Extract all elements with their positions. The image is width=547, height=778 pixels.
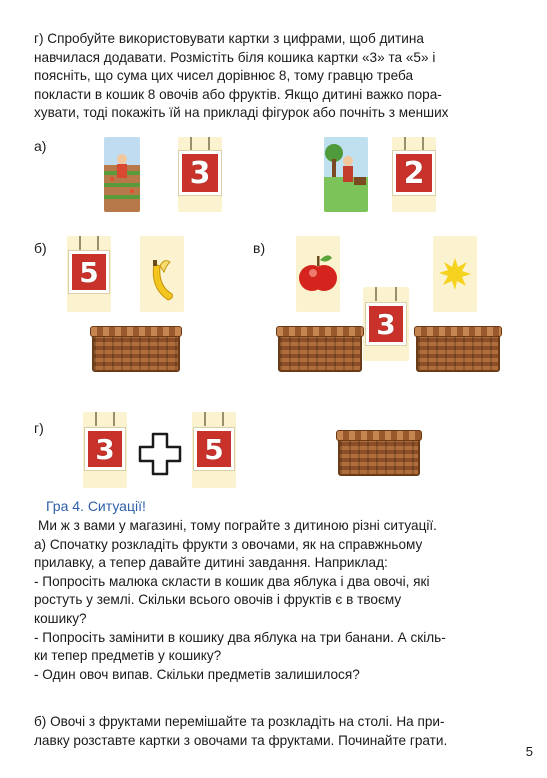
basket-b (92, 332, 180, 372)
intro-paragraph (34, 30, 518, 123)
apple-picture-card (296, 236, 340, 312)
number-tag: 3 (366, 303, 406, 345)
game-line: Ми ж з вами у магазині, тому пограйте з дитиною різні ситуації. (38, 518, 437, 533)
banana-icon (140, 236, 184, 312)
gardener-illustration (324, 137, 368, 212)
game-line: а) Спочатку розкладіть фрукти з овочами, як на справжньому (34, 536, 423, 552)
number-card-3 (178, 137, 222, 212)
number-tag: 3 (179, 151, 221, 195)
number-tag: 5 (194, 428, 234, 470)
intro-line: г) Спробуйте використовувати картки з цифрами, щоб дитина (34, 31, 424, 46)
number-tag: 5 (69, 251, 109, 293)
banana-picture-card (140, 236, 184, 312)
final-line: б) Овочі з фруктами перемішайте та розкладіть на столі. На при- (34, 714, 445, 729)
game-line: - Попросіть малюка скласти в кошик два яблука і два овочі, які (34, 573, 430, 589)
number-tag: 2 (393, 151, 435, 195)
number-tag: 3 (85, 428, 125, 470)
garden-picture-card (104, 137, 140, 212)
number-card-5-g (192, 412, 236, 488)
number-card-3-v (363, 287, 409, 361)
gardener-picture-card (324, 137, 368, 212)
game-line: - Попросіть замінити в кошику два яблука на три банани. А скіль- (34, 629, 446, 645)
basket-v-right (416, 332, 500, 372)
label-a: а) (34, 138, 47, 154)
splash-picture-card (433, 236, 477, 312)
apple-icon (296, 236, 340, 312)
intro-line: навчилася додавати. Розмістіть біля кошика картки «3» та «5» і (34, 49, 436, 65)
intro-line: покласти в кошик 8 овочів або фруктів. Якщо дитині важко пора- (34, 86, 442, 102)
number-card-2 (392, 137, 436, 212)
label-b: б) (34, 240, 47, 256)
label-g: г) (34, 420, 44, 436)
number-card-3-g (83, 412, 127, 488)
plus-icon (138, 432, 182, 476)
game-paragraph (34, 517, 518, 684)
label-v: в) (253, 240, 266, 256)
game-line: ки тепер предметів у кошику? (34, 648, 222, 664)
final-line: лавку розставте картки з овочами та фруктами. Починайте грати. (34, 732, 448, 748)
yellow-splash-icon (433, 236, 477, 312)
number-card-5 (67, 236, 111, 312)
game-line: прилавку, а тепер давайте дитині завдання. Наприклад: (34, 555, 388, 571)
basket-v-left (278, 332, 362, 372)
game-title: Гра 4. Ситуації! (46, 498, 146, 514)
final-paragraph (34, 713, 518, 750)
game-line: ростуть у землі. Скільки всього овочів і фруктів є в твоєму (34, 592, 402, 608)
basket-g (338, 436, 420, 476)
page-number: 5 (525, 744, 533, 759)
game-line: кошику? (34, 610, 87, 626)
garden-illustration (104, 137, 140, 212)
game-line: - Один овоч випав. Скільки предметів залишилося? (34, 666, 360, 682)
intro-line: поясніть, що сума цих чисел дорівнює 8, тому гравцю треба (34, 68, 414, 84)
intro-line: хувати, тоді покажіть їй на прикладі фігурок або почніть з менших (34, 105, 449, 121)
